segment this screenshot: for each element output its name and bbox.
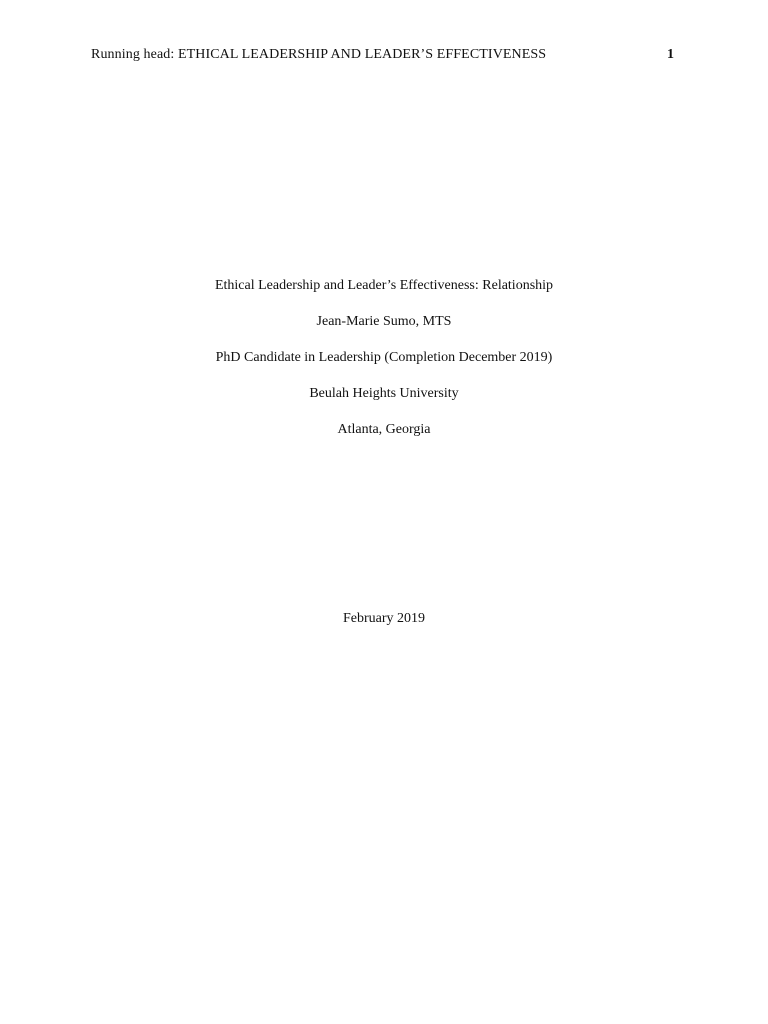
submission-date: February 2019: [342, 611, 426, 626]
author-credential: PhD Candidate in Leadership (Completion December 2019): [215, 350, 553, 365]
page-number: 1: [667, 47, 674, 62]
running-head: Running head: ETHICAL LEADERSHIP AND LEADER’S EFFECTIVENESS: [91, 47, 547, 62]
author-name: Jean-Marie Sumo, MTS: [316, 314, 452, 329]
paper-title: Ethical Leadership and Leader’s Effectiveness: Relationship: [214, 278, 554, 293]
institution-location: Atlanta, Georgia: [337, 422, 431, 437]
title-block: [0, 276, 768, 456]
institution-name: Beulah Heights University: [309, 386, 459, 401]
